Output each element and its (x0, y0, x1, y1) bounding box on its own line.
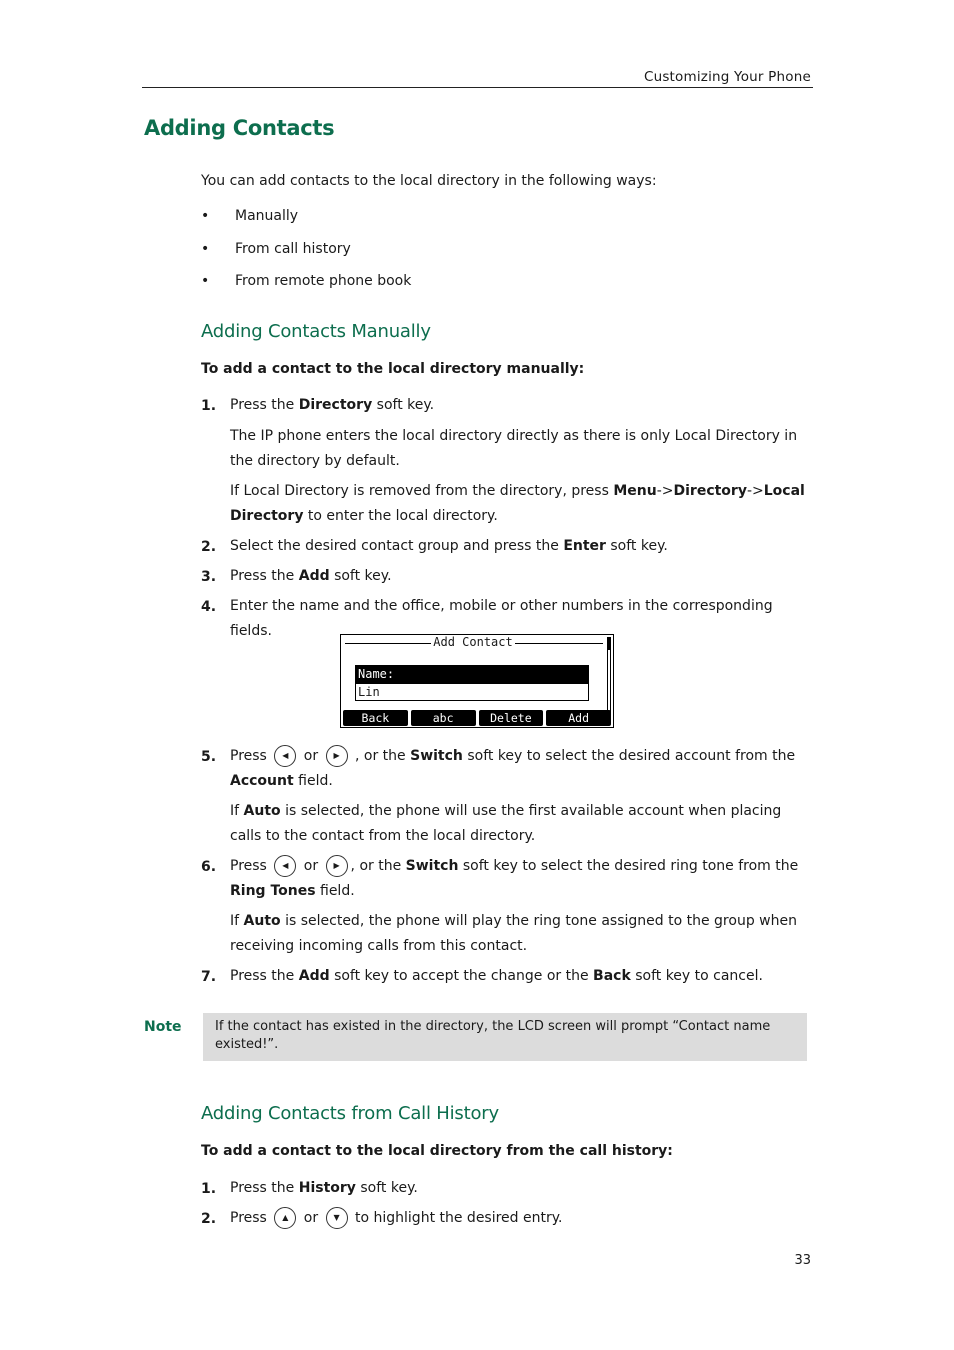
step-text: Press ◀ or ▶ , or the Switch soft key to select the desired ring tone from the Ring Tones field. (230, 854, 815, 904)
step-text: Enter the name and the office, mobile or other numbers in the corresponding fields. (230, 598, 773, 639)
step-number: 2. (201, 539, 217, 555)
step-number: 1. (201, 1181, 217, 1197)
step-text: Press the Add soft key. (230, 568, 392, 584)
lcd-field-label: Name: (355, 665, 589, 683)
step-number: 6. (201, 859, 217, 875)
lcd-softkey-delete: Delete (479, 710, 544, 726)
step-text: Select the desired contact group and press the Enter soft key. (230, 538, 668, 554)
bullet-dot: • (201, 208, 210, 224)
page-title: Adding Contacts (144, 116, 335, 140)
down-arrow-key-icon: ▼ (326, 1207, 348, 1229)
step-note: If Local Directory is removed from the directory, press Menu->Directory->Local Directory to enter the local directory. (230, 483, 805, 524)
note-label: Note (144, 1019, 182, 1035)
step-number: 4. (201, 599, 217, 615)
step-number: 7. (201, 969, 217, 985)
step-text: Press the Directory soft key. (230, 397, 435, 413)
step-text: Press ▲ or ▼ to highlight the desired entry. (230, 1206, 815, 1231)
section-heading-manual: Adding Contacts Manually (201, 321, 431, 342)
lcd-screen (340, 634, 614, 728)
right-arrow-key-icon: ▶ (326, 855, 348, 877)
procedure-title-history: To add a contact to the local directory from the call history: (201, 1143, 673, 1159)
left-arrow-key-icon: ◀ (274, 855, 296, 877)
page-number: 33 (794, 1253, 811, 1268)
step-text: Press the History soft key. (230, 1180, 418, 1196)
lcd-field-value: Lin (355, 683, 589, 701)
left-arrow-key-icon: ◀ (274, 745, 296, 767)
step-text: Press the Add soft key to accept the change or the Back soft key to cancel. (230, 968, 763, 984)
step-number: 2. (201, 1211, 217, 1227)
step-note: If Auto is selected, the phone will play the ring tone assigned to the group when receiving incoming calls from this contact. (230, 913, 797, 954)
step-number: 1. (201, 398, 217, 414)
up-arrow-key-icon: ▲ (274, 1207, 296, 1229)
lcd-softkey-abc: abc (411, 710, 476, 726)
lcd-softkey-bar (343, 710, 611, 726)
header-rule (142, 87, 813, 88)
step-text: Press ◀ or ▶ , or the Switch soft key to select the desired account from the Account field. (230, 744, 815, 794)
intro-text: You can add contacts to the local directory in the following ways: (201, 173, 657, 189)
bullet-dot: • (201, 241, 210, 257)
running-header: Customizing Your Phone (643, 69, 811, 85)
note-box: If the contact has existed in the directory, the LCD screen will prompt “Contact name existed!”. (203, 1013, 807, 1061)
step-note: The IP phone enters the local directory directly as there is only Local Directory in the directory by default. (230, 428, 798, 469)
lcd-title: Add Contact (433, 635, 513, 649)
section-heading-history: Adding Contacts from Call History (201, 1103, 499, 1124)
lcd-softkey-back: Back (343, 710, 408, 726)
step-number: 3. (201, 569, 217, 585)
lcd-scrollbar (607, 637, 611, 721)
right-arrow-key-icon: ▶ (326, 745, 348, 767)
bullet-dot: • (201, 273, 210, 289)
step-number: 5. (201, 749, 217, 765)
procedure-title-manual: To add a contact to the local directory manually: (201, 361, 585, 377)
step-note: If Auto is selected, the phone will use the first available account when placing calls to the contact from the local directory. (230, 803, 782, 844)
lcd-softkey-add: Add (546, 710, 611, 726)
